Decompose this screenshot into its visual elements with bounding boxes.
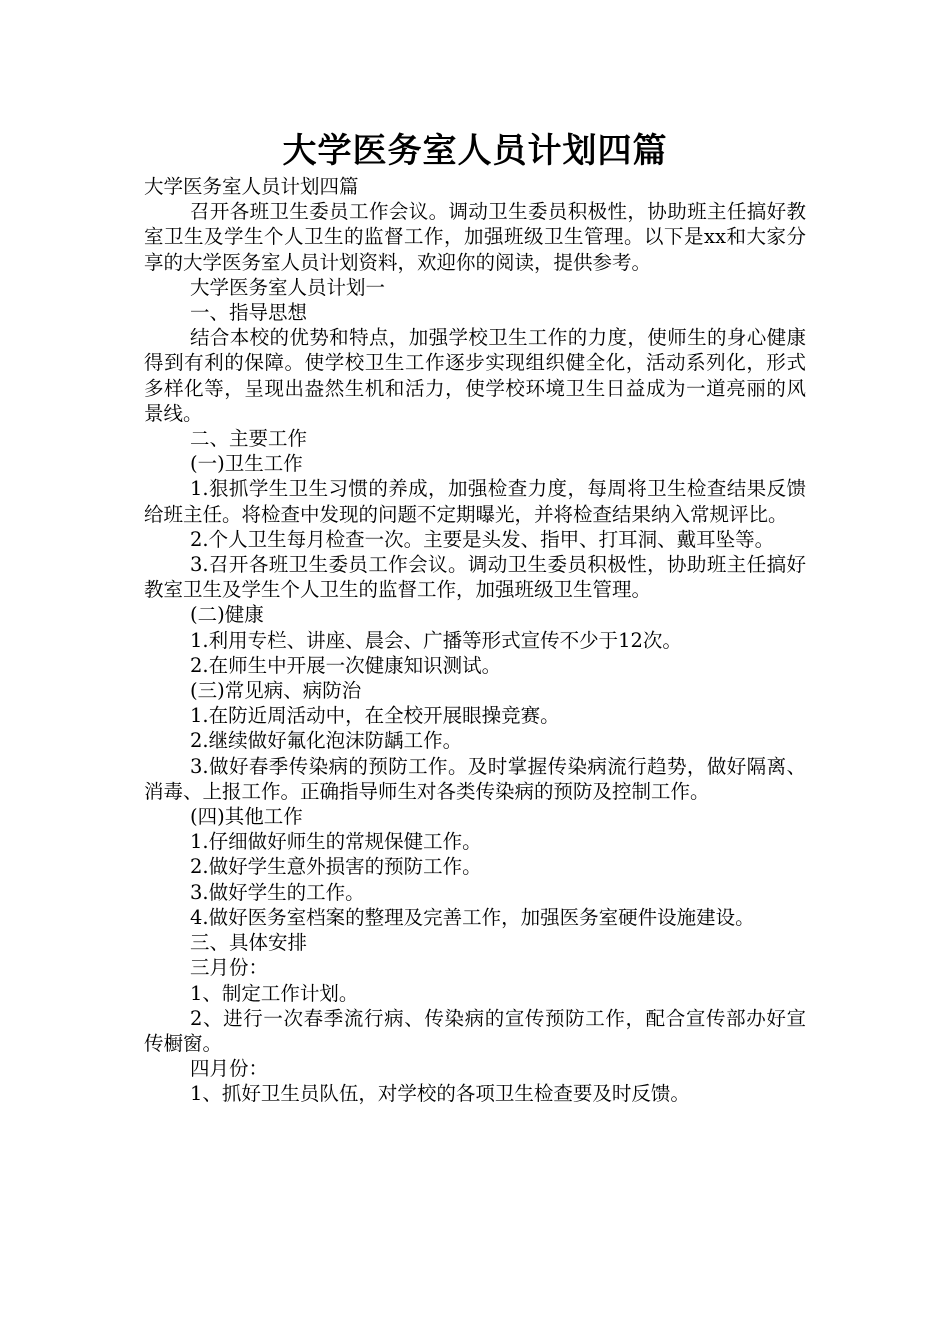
- document-paragraph: 2.在师生中开展一次健康知识测试。: [190, 653, 502, 677]
- document-paragraph: 3.做好学生的工作。: [190, 880, 365, 904]
- document-paragraph: 1、抓好卫生员队伍，对学校的各项卫生检查要及时反馈。: [190, 1082, 690, 1106]
- document-paragraph: 3.召开各班卫生委员工作会议。调动卫生委员积极性，协助班主任搞好教室卫生及学生个人卫生的监督工作，加强班级卫生管理。: [144, 553, 806, 602]
- document-paragraph: 二、主要工作: [190, 427, 308, 451]
- document-paragraph: 三月份：: [190, 956, 269, 980]
- document-paragraph: 1、制定工作计划。: [190, 981, 359, 1005]
- document-paragraph: 2、进行一次春季流行病、传染病的宣传预防工作，配合宣传部办好宣传橱窗。: [144, 1006, 806, 1055]
- document-paragraph: 3.做好春季传染病的预防工作。及时掌握传染病流行趋势，做好隔离、消毒、上报工作。正确指导师生对各类传染病的预防及控制工作。: [144, 754, 806, 803]
- document-paragraph: 大学医务室人员计划一: [190, 275, 386, 299]
- document-paragraph: 四月份：: [190, 1057, 269, 1081]
- document-title: 大学医务室人员计划四篇: [282, 131, 668, 171]
- document-paragraph: 2.继续做好氟化泡沫防龋工作。: [190, 729, 463, 753]
- document-paragraph: 2.做好学生意外损害的预防工作。: [190, 855, 482, 879]
- document-paragraph: (二)健康: [190, 603, 264, 627]
- document-body: [144, 174, 806, 1107]
- document-paragraph: 大学医务室人员计划四篇: [144, 175, 359, 198]
- document-paragraph: 1.利用专栏、讲座、晨会、广播等形式宣传不少于12次。: [190, 628, 682, 652]
- document-paragraph: (三)常见病、病防治: [190, 679, 362, 703]
- document-paragraph: 2.个人卫生每月检查一次。主要是头发、指甲、打耳洞、戴耳坠等。: [190, 527, 775, 551]
- document-paragraph: 4.做好医务室档案的整理及完善工作，加强医务室硬件设施建设。: [190, 905, 755, 929]
- document-paragraph: 一、指导思想: [190, 301, 308, 325]
- document-paragraph: (一)卫生工作: [190, 452, 303, 476]
- document-paragraph: (四)其他工作: [190, 805, 303, 829]
- document-paragraph: 1.仔细做好师生的常规保健工作。: [190, 830, 482, 854]
- document-paragraph: 三、具体安排: [190, 931, 308, 955]
- document-paragraph: 1.在防近周活动中，在全校开展眼操竞赛。: [190, 704, 560, 728]
- document-paragraph: 结合本校的优势和特点，加强学校卫生工作的力度，使师生的身心健康得到有利的保障。使学校卫生工作逐步实现组织健全化，活动系列化，形式多样化等，呈现出盎然生机和活力，使学校环境卫生日益成为一道亮丽的风景线。: [144, 326, 806, 425]
- document-paragraph: 召开各班卫生委员工作会议。调动卫生委员积极性，协助班主任搞好教室卫生及学生个人卫生的监督工作，加强班级卫生管理。以下是xx和大家分享的大学医务室人员计划资料，欢迎你的阅读，提供参考。: [144, 200, 806, 274]
- document-paragraph: 1.狠抓学生卫生习惯的养成，加强检查力度，每周将卫生检查结果反馈给班主任。将检查中发现的问题不定期曝光，并将检查结果纳入常规评比。: [144, 477, 806, 526]
